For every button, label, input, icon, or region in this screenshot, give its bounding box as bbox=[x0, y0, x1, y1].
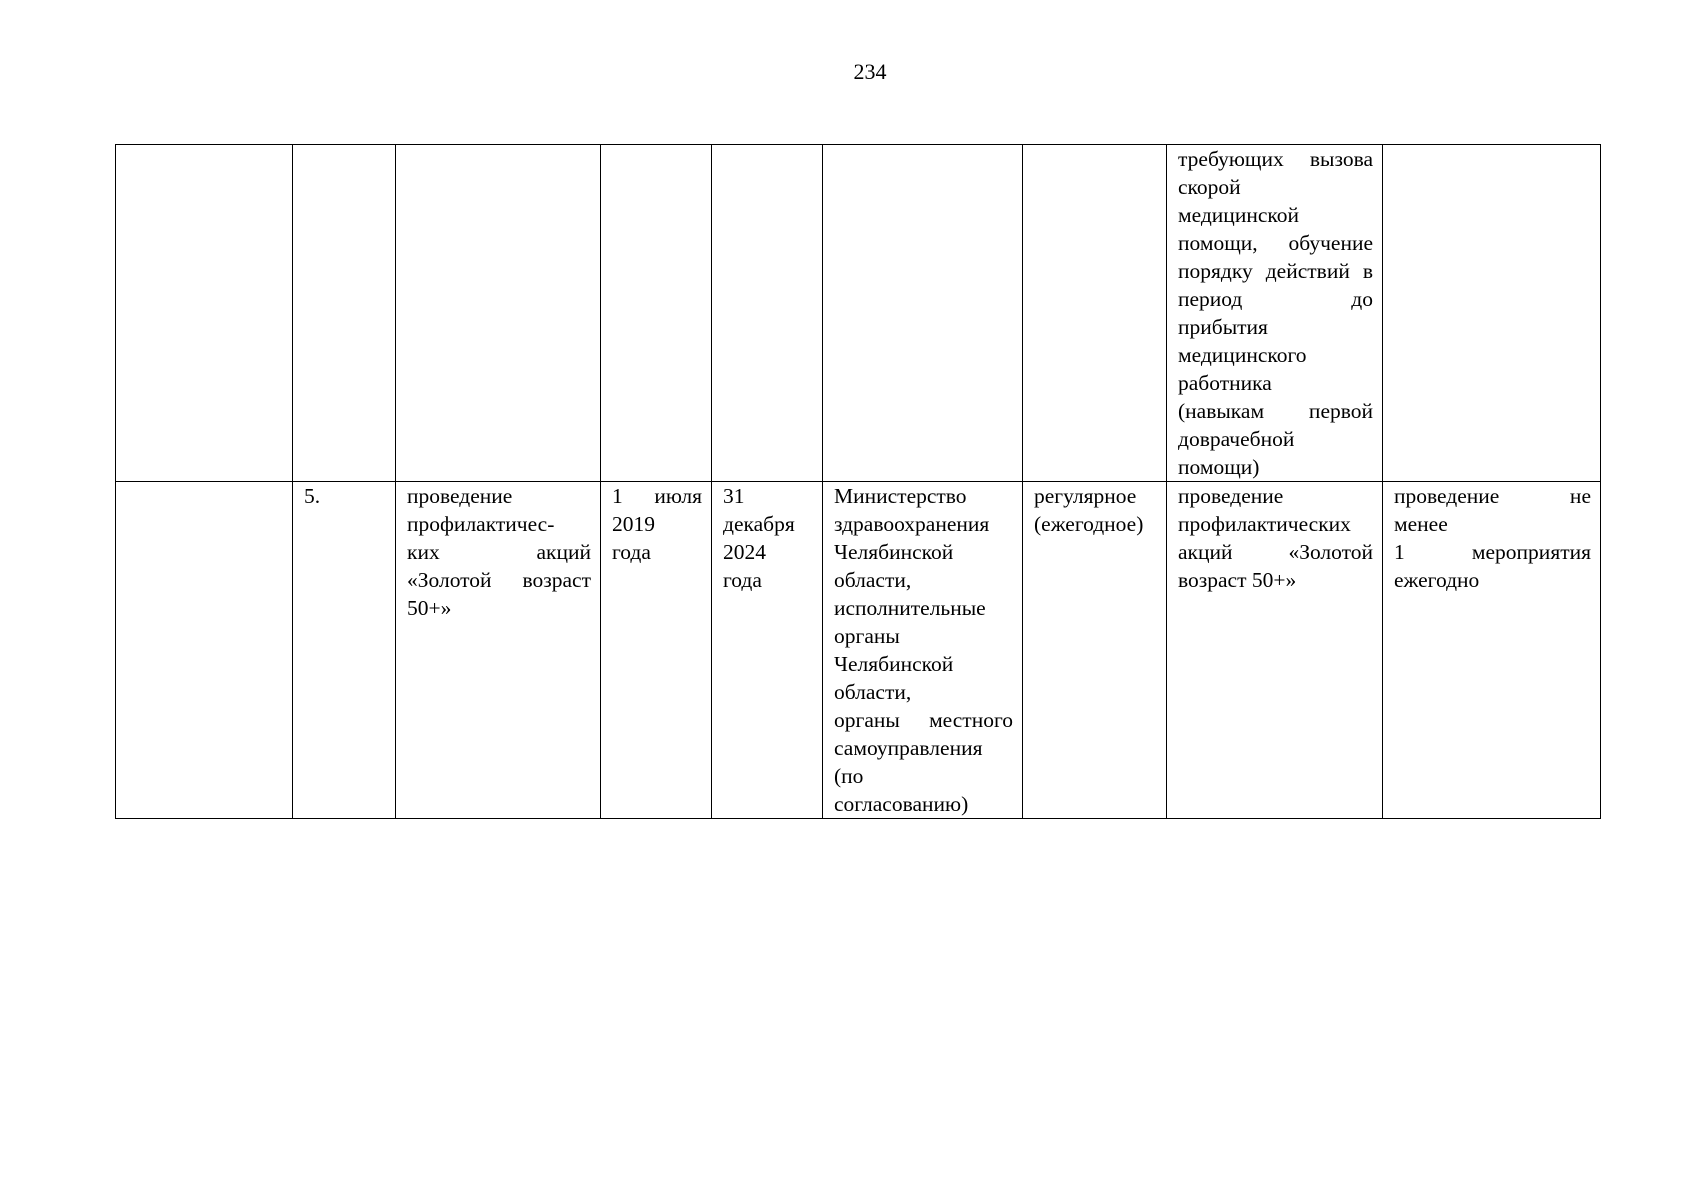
table-cell bbox=[601, 145, 712, 482]
table-row bbox=[116, 145, 1601, 482]
cell-text-line: 31 bbox=[723, 484, 745, 508]
cell-text-line: Министерство bbox=[834, 484, 967, 508]
cell-text-line: медицинской bbox=[1178, 203, 1299, 227]
cell-text-line: (по bbox=[834, 764, 864, 788]
cell-text-line: доврачебной bbox=[1178, 427, 1295, 451]
table-cell bbox=[396, 145, 601, 482]
table-cell bbox=[293, 145, 396, 482]
cell-text-line: 2019 bbox=[612, 512, 655, 536]
cell-text-line: года bbox=[612, 540, 651, 564]
cell-text-line: области, bbox=[834, 568, 912, 592]
cell-text-line: 2024 bbox=[723, 540, 766, 564]
cell-text-line: «Золотой возраст bbox=[407, 568, 591, 592]
cell-text-line: года bbox=[723, 568, 762, 592]
cell-text-line: проведение bbox=[1178, 484, 1284, 508]
cell-text-line: 1 июля bbox=[612, 484, 702, 508]
cell-text-line: работника bbox=[1178, 371, 1272, 395]
cell-text-line: здравоохранения bbox=[834, 512, 990, 536]
cell-text-line: декабря bbox=[723, 512, 795, 536]
cell-text-line: профилактических bbox=[1178, 512, 1351, 536]
cell-text-line: 1 мероприятия bbox=[1394, 540, 1591, 564]
cell-text-line: исполнительные bbox=[834, 596, 986, 620]
table-cell bbox=[823, 482, 1023, 819]
cell-text-line: профилактичес- bbox=[407, 512, 555, 536]
cell-text-line: ких акций bbox=[407, 540, 591, 564]
cell-text-line: самоуправления bbox=[834, 736, 983, 760]
cell-text-line: (ежегодное) bbox=[1034, 512, 1144, 536]
cell-text-line: период до bbox=[1178, 287, 1373, 311]
cell-text-line: порядку действий в bbox=[1178, 259, 1373, 283]
table-row bbox=[116, 482, 1601, 819]
cell-text-line: акций «Золотой bbox=[1178, 540, 1373, 564]
cell-text-line: регулярное bbox=[1034, 484, 1137, 508]
cell-text-line: проведение bbox=[407, 484, 513, 508]
cell-text-line: органы местного bbox=[834, 708, 1013, 732]
cell-text-line: помощи) bbox=[1178, 455, 1260, 479]
cell-text-line: менее bbox=[1394, 512, 1448, 536]
cell-text-line: прибытия bbox=[1178, 315, 1268, 339]
cell-text-line: Челябинской bbox=[834, 540, 954, 564]
table-cell bbox=[396, 482, 601, 819]
table-cell bbox=[1023, 482, 1167, 819]
page-number: 234 bbox=[853, 59, 887, 84]
cell-text-line: органы bbox=[834, 624, 900, 648]
table-cell bbox=[1167, 145, 1383, 482]
cell-text-line: области, bbox=[834, 680, 912, 704]
activities-table bbox=[115, 144, 1601, 819]
cell-text-line: 5. bbox=[304, 484, 321, 508]
cell-text-line: Челябинской bbox=[834, 652, 954, 676]
cell-text-line: 50+» bbox=[407, 596, 452, 620]
table-cell bbox=[712, 482, 823, 819]
table-cell bbox=[601, 482, 712, 819]
table-cell bbox=[823, 145, 1023, 482]
cell-text-line: (навыкам первой bbox=[1178, 399, 1373, 423]
table-cell bbox=[1167, 482, 1383, 819]
cell-text-line: возраст 50+» bbox=[1178, 568, 1297, 592]
cell-text-line: медицинского bbox=[1178, 343, 1307, 367]
cell-text-line: согласованию) bbox=[834, 792, 969, 816]
table-cell bbox=[1383, 145, 1601, 482]
cell-text-line: скорой bbox=[1178, 175, 1241, 199]
table-cell bbox=[116, 482, 293, 819]
cell-text-line: требующих вызова bbox=[1178, 147, 1373, 171]
cell-text-line: помощи, обучение bbox=[1178, 231, 1373, 255]
table-cell bbox=[1383, 482, 1601, 819]
table-cell bbox=[293, 482, 396, 819]
table-cell bbox=[1023, 145, 1167, 482]
cell-text-line: ежегодно bbox=[1394, 568, 1480, 592]
table-cell bbox=[116, 145, 293, 482]
cell-text-line: проведение не bbox=[1394, 484, 1591, 508]
table-cell bbox=[712, 145, 823, 482]
